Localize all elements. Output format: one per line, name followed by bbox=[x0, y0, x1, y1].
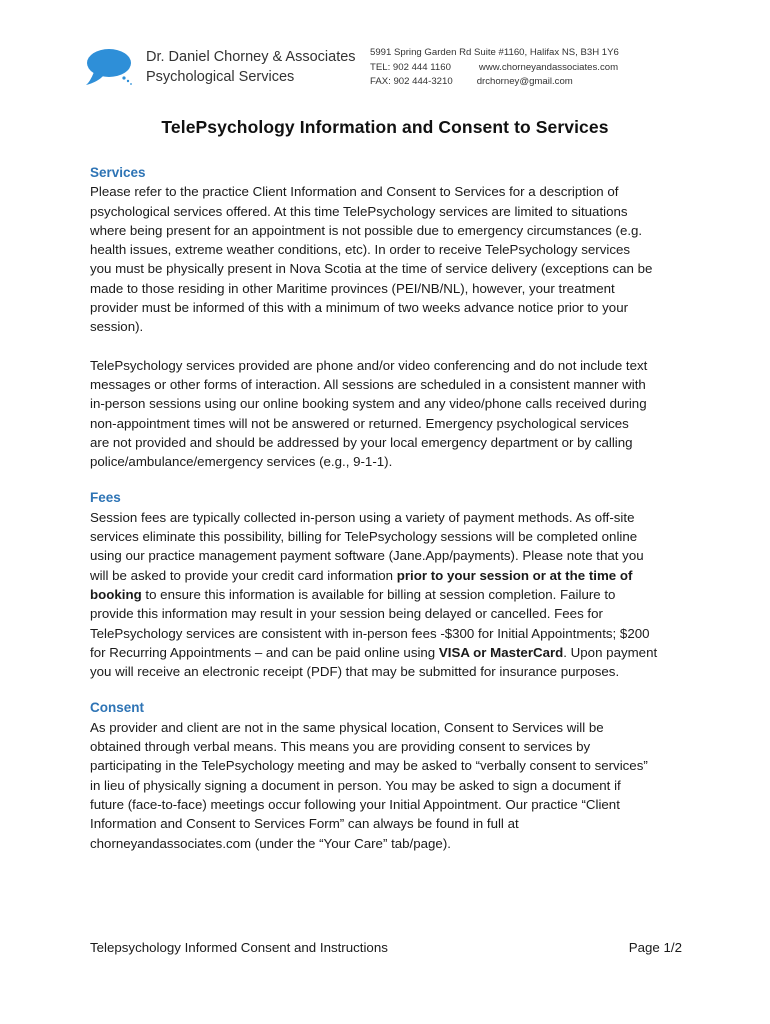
speech-bubble-logo-icon bbox=[84, 46, 136, 88]
page-number: Page 1/2 bbox=[628, 940, 682, 955]
letterhead bbox=[84, 44, 684, 94]
payment-timing-emphasis: prior to your session or at the time of bbox=[396, 567, 633, 583]
document-title: TelePsychology Information and Consent to Services bbox=[161, 117, 609, 137]
fees-paragraph: Session fees are typically collected in-person using a variety of payment methods. As off-site services eliminate this possibility, billing for TelePsychology sessions will be completed online using our practice management payment software (Jane.App/payments). Please note that you will be asked to provide your credit card information prior to your session or at the time of booking to ensure this information is available for billing at session completion. Failure to provide this information may result in your session being delayed or cancelled. Fees for TelePsychology services are consistent with in-person fees -$300 for Initial Appointments; $200 for Recurring Appointments – and can be paid online using VISA or MasterCard. Upon payment you will receive an electronic receipt (PDF) that may be submitted for insurance purposes. bbox=[90, 509, 658, 680]
services-heading: Services bbox=[90, 165, 146, 180]
card-types-emphasis: VISA or MasterCard bbox=[438, 644, 564, 660]
consent-paragraph: As provider and client are not in the same physical location, Consent to Services will be obtained through verbal means. This means you are providing consent to services by participating in the TelePsychology meeting and may be asked to “verbally consent to services” in lieu of physically signing a document in person. You may be asked to sign a document if future (face-to-face) meetings occur following your Initial Appointment. Our practice “Client Information and Consent to Services Form” can always be found in full at chorneyandassociates.com (under the “Your Care” tab/page). bbox=[90, 719, 648, 851]
address: 5991 Spring Garden Rd Suite #1160, Halifax NS, B3H 1Y6 bbox=[370, 47, 619, 58]
telephone: TEL: 902 444 1160 bbox=[370, 61, 451, 73]
website-link[interactable]: www.chorneyandassociates.com bbox=[478, 61, 619, 73]
practice-name-line1: Dr. Daniel Chorney & Associates bbox=[146, 49, 356, 65]
contact-info bbox=[370, 46, 619, 90]
fax: FAX: 902 444-3210 bbox=[370, 76, 453, 87]
services-paragraph-1: Please refer to the practice Client Information and Consent to Services for a description of psychological services offered. At this time TelePsychology services are limited to situations where being present for an appointment is not possible due to emergency circumstances (e.g. health issues, extreme weather conditions, etc). In order to receive TelePsychology services you must be physically present in Nova Scotia at the time of service delivery (exceptions can be made to those residing in other Maritime provinces (PEI/NB/NL), however, your treatment provider must be informed of this with a minimum of two weeks advance notice prior to your session). bbox=[90, 184, 653, 335]
services-paragraph-2: TelePsychology services provided are phone and/or video conferencing and do not include text messages or other forms of interaction. All sessions are scheduled in a consistent manner with in-person sessions using our online booking system and any video/phone calls received during non-appointment times will not be answered or returned. Emergency psychological services are not provided and should be addressed by your local emergency department or by calling police/ambulance/emergency services (e.g., 9-1-1). bbox=[90, 357, 648, 470]
document-body bbox=[90, 163, 685, 853]
practice-name-line2: Psychological Services bbox=[146, 69, 295, 85]
email-link[interactable]: drchorney@gmail.com bbox=[476, 76, 573, 87]
consent-heading: Consent bbox=[90, 700, 144, 716]
footer-document-name: Telepsychology Informed Consent and Instructions bbox=[90, 940, 388, 955]
practice-name bbox=[146, 47, 356, 87]
fees-heading: Fees bbox=[90, 490, 121, 506]
